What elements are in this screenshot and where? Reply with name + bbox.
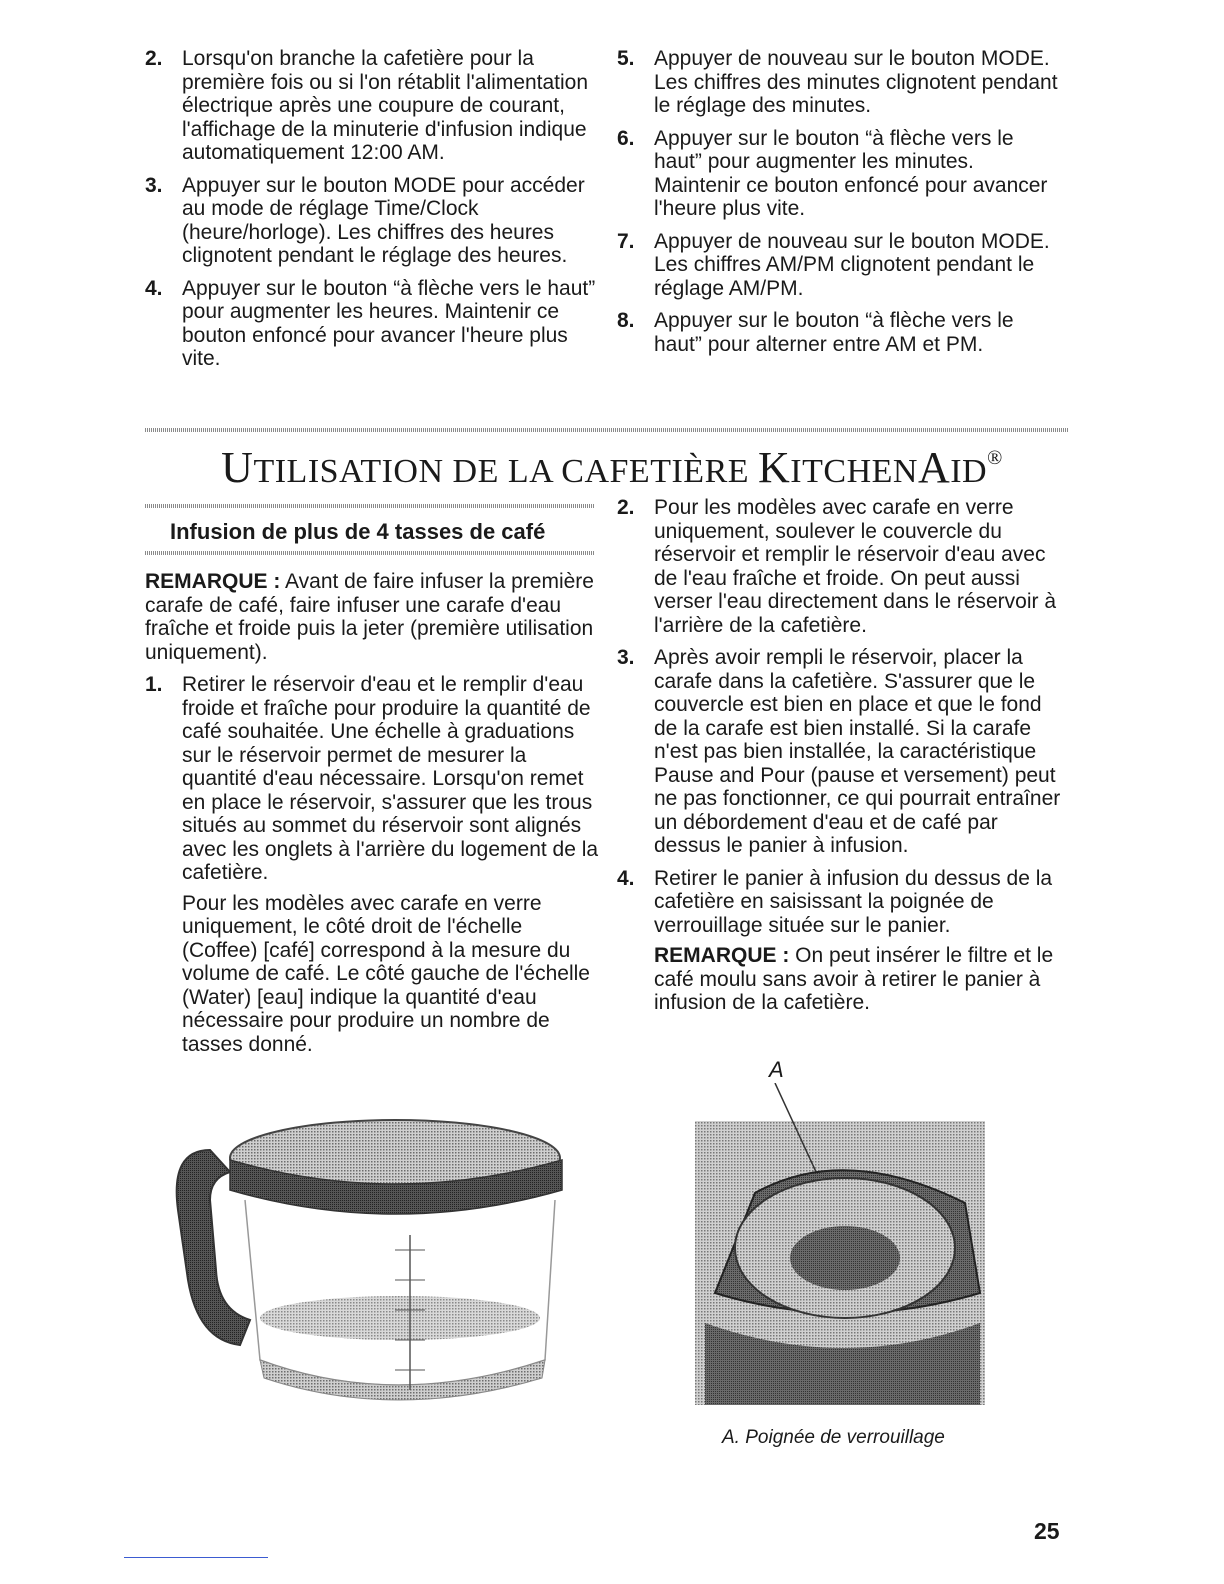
- list-item: [615, 496, 1070, 637]
- list-item: [615, 127, 1065, 221]
- step-number: 3.: [145, 173, 163, 197]
- step-number: 4.: [617, 866, 635, 890]
- list-item: [615, 309, 1065, 356]
- step-text: Appuyer de nouveau sur le bouton MODE. Les chiffres des minutes clignotent pendant le réglage des minutes.: [654, 47, 1058, 117]
- section-divider: [145, 428, 1068, 432]
- list-item: [615, 230, 1065, 301]
- note-label: REMARQUE :: [145, 570, 281, 593]
- step-number: 2.: [617, 496, 635, 519]
- step-text: Pour les modèles avec carafe en verre uniquement, soulever le couvercle du réservoir et remplir le réservoir d'eau avec de l'eau fraîche et froide. On peut aussi verser l'eau directement dans le réservoir à l'arrière de la cafetière.: [654, 496, 1057, 637]
- bottom-right-column: [615, 496, 1070, 1024]
- subheading-rule-bottom: [145, 551, 595, 555]
- page-number: 25: [1034, 1518, 1060, 1544]
- figure-caption: A. Poignée de verrouillage: [722, 1427, 945, 1448]
- step-text: Appuyer sur le bouton “à flèche vers le haut” pour augmenter les heures. Maintenir ce bouton enfoncé pour avancer l'heure plus vite.: [182, 276, 596, 370]
- list-item: [615, 646, 1070, 858]
- step-number: 4.: [145, 276, 163, 300]
- section-title: UTILISATION DE LA CAFETIÈRE KITCHENAID®: [221, 443, 1003, 492]
- step-number: 6.: [617, 126, 635, 150]
- top-left-column: [143, 47, 598, 380]
- subheading-rule-top: [145, 504, 595, 508]
- list-item: [615, 867, 1070, 1015]
- step-text: Lorsqu'on branche la cafetière pour la première fois ou si l'on rétablit l'alimentation électrique après une coupure de courant, l'affichage de la minuterie d'infusion indique automatiquement 12:00 AM.: [182, 47, 589, 164]
- subheading: Infusion de plus de 4 tasses de café: [170, 519, 546, 544]
- note-paragraph: [145, 570, 600, 664]
- step-text: Appuyer sur le bouton MODE pour accéder au mode de réglage Time/Clock (heure/horloge). Les chiffres des heures clignotent pendant le réglage des heures.: [182, 173, 585, 267]
- step-number: 2.: [145, 47, 163, 70]
- step-number: 8.: [617, 309, 635, 332]
- step-text: Après avoir rempli le réservoir, placer la carafe dans la cafetière. S'assurer que le couvercle est bien en place et que le fond de la carafe est bien installé. Si la carafe n'est pas bien installée, la caractéristique Pause and Pour (pause et versement) peut ne pas fonctionner, ce qui pourrait entraîner un débordement d'eau et de café par dessus le panier à infusion.: [654, 646, 1061, 857]
- step-text: Appuyer sur le bouton “à flèche vers le haut” pour augmenter les minutes. Maintenir ce bouton enfoncé pour avancer l'heure plus vite.: [654, 126, 1048, 220]
- step-text: Retirer le panier à infusion du dessus de la cafetière en saisissant la poignée de verrouillage située sur le panier.: [654, 866, 1053, 937]
- step-number: 1.: [145, 673, 163, 696]
- step-number: 5.: [617, 47, 635, 70]
- note-paragraph: [654, 944, 1070, 1015]
- list-item: [143, 174, 598, 268]
- step-text: Appuyer de nouveau sur le bouton MODE. Les chiffres AM/PM clignotent pendant le réglage AM/PM.: [654, 229, 1050, 300]
- note-text: On peut insérer le filtre et le café moulu sans avoir à retirer le panier à infusion de la cafetière.: [654, 944, 1054, 1014]
- list-item: [143, 47, 598, 165]
- carafe-illustration: [170, 1110, 570, 1410]
- step-text: Pour les modèles avec carafe en verre uniquement, le côté droit de l'échelle (Coffee) [café] correspond à la mesure du volume de café. Le côté gauche de l'échelle (Water) [eau] indique la quantité d'eau nécessaire pour produire un nombre de tasses donné.: [182, 891, 590, 1056]
- step-text: Retirer le réservoir d'eau et le remplir d'eau froide et fraîche pour produire la quantité de café souhaitée. Une échelle à graduations sur le réservoir permet de mesurer la quantité d'eau nécessaire. Lorsqu'on remet en place le réservoir, s'assurer que les trous situés au sommet du réservoir sont alignés avec les onglets à l'arrière du logement de la cafetière.: [182, 673, 599, 884]
- list-item: [143, 277, 598, 371]
- note-label: REMARQUE :: [654, 944, 790, 967]
- footer-line: [124, 1557, 268, 1558]
- step-text: Appuyer sur le bouton “à flèche vers le haut” pour alterner entre AM et PM.: [654, 309, 1014, 356]
- list-item: [615, 47, 1065, 118]
- step-number: 7.: [617, 229, 635, 253]
- figure-label: A: [769, 1057, 784, 1082]
- note-text: Avant de faire infuser la première carafe de café, faire infuser une carafe d'eau fraîche et froide puis la jeter (première utilisation uniquement).: [145, 570, 594, 664]
- brew-basket-illustration: [695, 1083, 985, 1405]
- top-right-column: [615, 47, 1065, 365]
- list-item: [145, 673, 600, 1056]
- bottom-left-column: [145, 570, 600, 1065]
- step-number: 3.: [617, 646, 635, 669]
